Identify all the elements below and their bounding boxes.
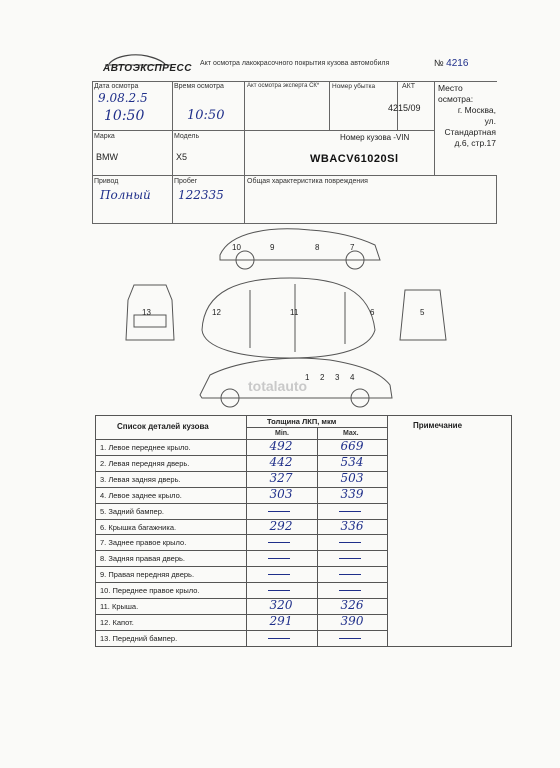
note-header: Примечание bbox=[413, 421, 463, 430]
part-max-dash bbox=[339, 638, 361, 639]
brand-label: Марка bbox=[94, 133, 115, 140]
part-min-value: 492 bbox=[269, 439, 293, 453]
part-max-dash bbox=[339, 574, 361, 575]
time-label: Время осмотра bbox=[174, 83, 224, 90]
zone-8-label: 8 bbox=[315, 243, 320, 252]
part-label: 3. Левая задняя дверь. bbox=[100, 474, 181, 484]
mileage-label: Пробег bbox=[174, 178, 198, 185]
zone-6-label: 6 bbox=[370, 308, 375, 317]
part-max-value: 326 bbox=[340, 598, 364, 612]
logo-text: АВТОЭКСПРЕСС bbox=[103, 63, 192, 74]
part-label: 5. Задний бампер. bbox=[100, 506, 164, 516]
part-min-dash bbox=[268, 511, 290, 512]
zone-3-label: 3 bbox=[335, 373, 340, 382]
time-value-left: 10:50 bbox=[104, 108, 145, 124]
part-label: 8. Задняя правая дверь. bbox=[100, 554, 185, 564]
date-value: 9.08.2.5 bbox=[98, 91, 148, 105]
zone-9-label: 9 bbox=[270, 243, 275, 252]
part-max-value: 390 bbox=[340, 613, 364, 628]
thickness-header: Толщина ЛКП, мкм bbox=[267, 417, 337, 426]
part-label: 9. Правая передняя дверь. bbox=[100, 570, 195, 580]
expert-act-label: Акт осмотра эксперта СК* bbox=[247, 83, 320, 89]
company-logo bbox=[103, 52, 192, 78]
min-header: Min. bbox=[275, 430, 289, 437]
part-min-dash bbox=[268, 558, 290, 559]
part-min-value: 442 bbox=[269, 454, 293, 469]
vin-label: Номер кузова -VIN bbox=[340, 133, 410, 142]
part-label: 2. Левая передняя дверь. bbox=[100, 458, 190, 468]
part-max-dash bbox=[339, 558, 361, 559]
vehicle-info-grid bbox=[92, 81, 497, 224]
max-header: Max. bbox=[343, 430, 359, 437]
zone-5-label: 5 bbox=[420, 308, 425, 317]
car-right-side-outline bbox=[220, 229, 380, 260]
part-label: 13. Передний бампер. bbox=[100, 633, 178, 643]
parts-header: Список деталей кузова bbox=[117, 422, 209, 431]
part-label: 11. Крыша. bbox=[100, 602, 139, 611]
part-label: 4. Левое заднее крыло. bbox=[100, 490, 182, 500]
damage-label: Общая характеристика повреждения bbox=[247, 178, 368, 185]
part-min-dash bbox=[268, 590, 290, 591]
part-max-dash bbox=[339, 542, 361, 543]
part-label: 10. Переднее правое крыло. bbox=[100, 586, 200, 596]
loss-number-label: Номер убытка bbox=[332, 83, 376, 90]
part-min-value: 292 bbox=[269, 518, 293, 533]
zone-7-label: 7 bbox=[350, 243, 355, 252]
drive-value: Полный bbox=[100, 188, 151, 202]
part-min-value: 303 bbox=[269, 486, 293, 501]
part-label: 1. Левое переднее крыло. bbox=[100, 443, 191, 452]
part-max-dash bbox=[339, 590, 361, 591]
time-value: 10:50 bbox=[187, 108, 225, 123]
brand-value: BMW bbox=[96, 152, 118, 162]
part-min-value: 327 bbox=[269, 470, 293, 485]
part-label: 12. Капот. bbox=[100, 617, 134, 627]
part-label: 6. Крышка багажника. bbox=[100, 522, 177, 532]
document-title: Акт осмотра лакокрасочного покрытия кузова автомобиля bbox=[200, 60, 390, 67]
vin-value: WBACV61020Sl bbox=[310, 153, 399, 165]
model-value: X5 bbox=[176, 152, 188, 162]
part-min-value: 291 bbox=[269, 613, 293, 628]
part-max-value: 336 bbox=[340, 518, 364, 533]
part-max-value: 339 bbox=[340, 486, 364, 501]
part-max-value: 503 bbox=[340, 470, 364, 485]
watermark: totalauto bbox=[248, 378, 308, 394]
part-min-dash bbox=[268, 574, 290, 575]
drive-label: Привод bbox=[94, 178, 119, 185]
zone-10-label: 10 bbox=[232, 243, 241, 252]
car-top-outline bbox=[202, 278, 375, 358]
zone-2-label: 2 bbox=[320, 373, 325, 382]
act-label: АКТ bbox=[402, 83, 416, 90]
part-min-value: 320 bbox=[269, 598, 293, 612]
part-min-dash bbox=[268, 638, 290, 639]
model-label: Модель bbox=[174, 133, 200, 140]
part-max-value: 534 bbox=[340, 454, 364, 469]
date-label: Дата осмотра bbox=[94, 83, 139, 90]
part-label: 7. Заднее правое крыло. bbox=[100, 538, 187, 548]
zone-4-label: 4 bbox=[350, 373, 355, 382]
part-max-dash bbox=[339, 511, 361, 512]
document-number: № 4216 bbox=[434, 58, 469, 69]
parts-table bbox=[95, 415, 512, 647]
part-max-value: 669 bbox=[340, 439, 364, 453]
part-min-dash bbox=[268, 542, 290, 543]
zone-13-label: 13 bbox=[142, 308, 151, 317]
act-value: 4215/09 bbox=[388, 103, 421, 113]
zone-1-label: 1 bbox=[305, 373, 310, 382]
mileage-value: 122335 bbox=[178, 188, 224, 202]
zone-11-label: 11 bbox=[290, 308, 299, 317]
inspection-place: Место осмотра: г. Москва, ул. Стандартная д.6, стр.17 bbox=[438, 83, 496, 148]
zone-12-label: 12 bbox=[212, 308, 221, 317]
